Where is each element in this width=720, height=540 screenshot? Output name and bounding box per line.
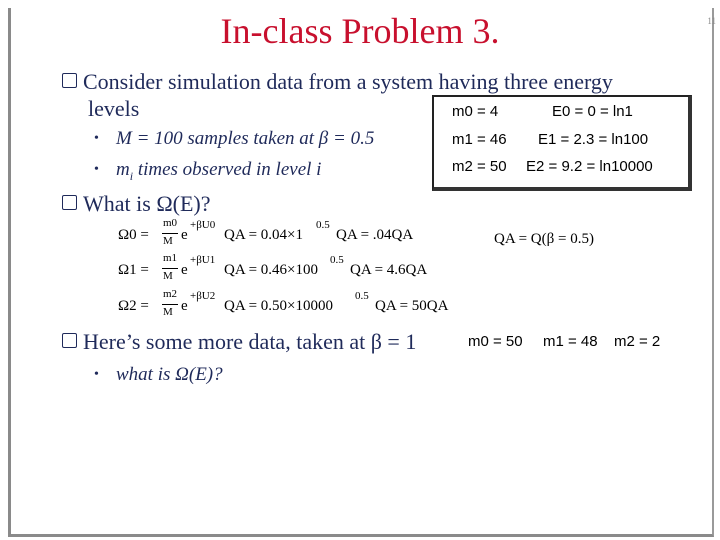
eq-rest: QA = 0.04×1 [224, 227, 304, 243]
eq-lhs: Ω2 = [118, 298, 149, 314]
more-data-m1: m1 = 48 [543, 333, 598, 350]
eq-lhs: Ω0 = [118, 227, 149, 243]
count-cell: m0 = 4 [452, 103, 499, 120]
sub-bullet-what-is-omega-text: what is Ω(E)? [116, 364, 223, 385]
eq-numerator: m1 [163, 252, 178, 264]
fraction-bar [162, 233, 178, 234]
dot-icon: • [94, 162, 99, 177]
eq-exponent: +βU1 [190, 254, 216, 266]
energy-cell: E1 = 2.3 = ln100 [538, 131, 649, 148]
eq-power: 0.5 [355, 290, 369, 302]
bullet-more-data [62, 328, 416, 355]
sub-bullet-samples-text: M = 100 samples taken at β = 0.5 [116, 128, 375, 149]
sub-bullet-what-is-omega [94, 364, 223, 386]
qa-definition: QA = Q(β = 0.5) [494, 231, 594, 247]
eq-e: e [181, 298, 188, 314]
eq-exponent: +βU2 [190, 290, 216, 302]
fraction-bar [162, 268, 178, 269]
sub-bullet-times-text: times observed in level i [133, 159, 322, 180]
eq-tail: QA = .04QA [336, 227, 414, 243]
energy-levels-box [432, 95, 692, 191]
bullet-consider [62, 68, 613, 95]
eq-tail: QA = 50QA [375, 298, 449, 314]
sub-bullet-times-index: i [129, 168, 134, 183]
bullet-consider-line1: Consider simulation data from a system having three energy [83, 69, 613, 94]
bullet-what-is-omega [62, 190, 211, 217]
eq-tail: QA = 4.6QA [350, 262, 428, 278]
sub-bullet-times-pre: m [116, 159, 130, 180]
bullet-what-is-omega-text: What is Ω(E)? [83, 191, 211, 216]
fraction-bar [162, 304, 178, 305]
dot-icon: • [94, 131, 99, 146]
sub-bullet-samples [94, 128, 374, 150]
eq-lhs: Ω1 = [118, 262, 149, 278]
eq-power: 0.5 [330, 254, 344, 266]
page-number: 11 [707, 16, 716, 26]
bullet-more-data-text: Here’s some more data, taken at β = 1 [83, 329, 417, 354]
eq-denominator: M [163, 306, 173, 318]
eq-power: 0.5 [316, 219, 330, 231]
bullet-box-icon [62, 333, 77, 348]
eq-rest: QA = 0.50×10000 [224, 298, 334, 314]
eq-exponent: +βU0 [190, 219, 216, 231]
eq-numerator: m2 [163, 288, 178, 300]
more-data-m0: m0 = 50 [468, 333, 523, 350]
eq-e: e [181, 227, 188, 243]
count-cell: m2 = 50 [452, 158, 507, 175]
eq-rest: QA = 0.46×100 [224, 262, 319, 278]
dot-icon: • [94, 367, 99, 382]
bullet-box-icon [62, 73, 77, 88]
eq-e: e [181, 262, 188, 278]
bullet-box-icon [62, 195, 77, 210]
sub-bullet-times [94, 159, 321, 184]
energy-cell: E0 = 0 = ln1 [552, 103, 633, 120]
count-cell: m1 = 46 [452, 131, 507, 148]
more-data-m2: m2 = 2 [614, 333, 661, 350]
slide-title: In-class Problem 3. [220, 11, 500, 51]
bullet-consider-line2: levels [88, 96, 140, 121]
eq-denominator: M [163, 235, 173, 247]
energy-cell: E2 = 9.2 = ln10000 [526, 158, 653, 175]
eq-numerator: m0 [163, 217, 178, 229]
eq-denominator: M [163, 270, 173, 282]
